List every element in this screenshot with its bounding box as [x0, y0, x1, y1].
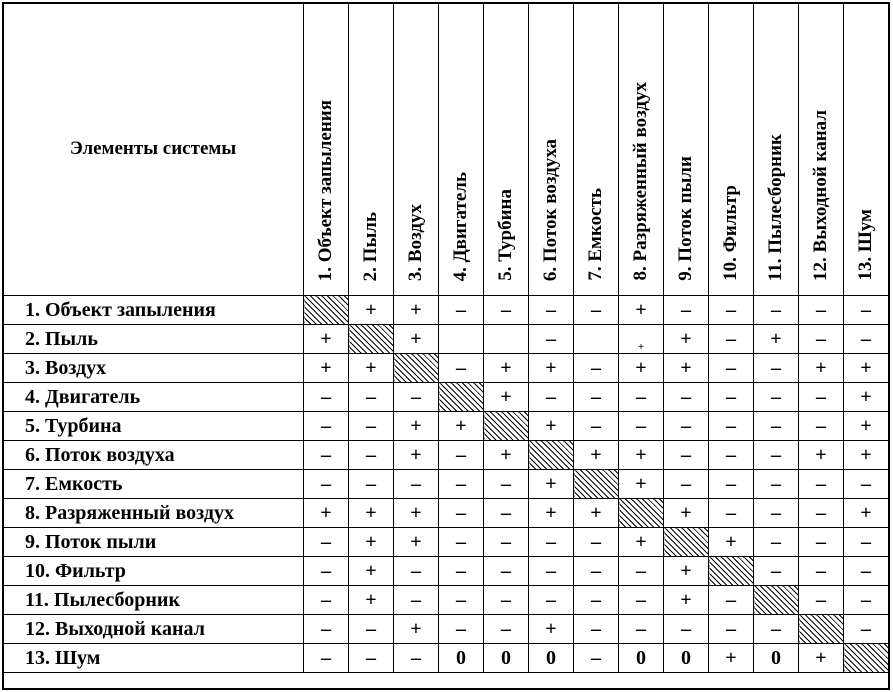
row-label: 9. Поток пыли	[3, 528, 304, 557]
diagonal-cell	[529, 441, 574, 470]
matrix-cell: +	[439, 412, 484, 441]
matrix-cell: –	[439, 441, 484, 470]
matrix-cell: –	[799, 296, 844, 325]
matrix-cell: –	[799, 557, 844, 586]
diagonal-cell	[574, 470, 619, 499]
table-row	[3, 412, 889, 441]
matrix-cell: –	[304, 586, 349, 615]
matrix-cell: –	[799, 528, 844, 557]
matrix-cell: +	[529, 354, 574, 383]
matrix-cell: –	[304, 383, 349, 412]
matrix-cell: –	[754, 441, 799, 470]
row-label: 1. Объект запыления	[3, 296, 304, 325]
matrix-cell: +	[844, 383, 889, 412]
matrix-cell: –	[754, 499, 799, 528]
matrix-cell: +	[394, 499, 439, 528]
header-row	[3, 3, 889, 296]
matrix-cell: –	[574, 644, 619, 673]
matrix-cell: +	[349, 296, 394, 325]
matrix-cell: –	[574, 412, 619, 441]
matrix-cell: –	[664, 412, 709, 441]
matrix-cell: –	[529, 383, 574, 412]
matrix-cell: –	[574, 557, 619, 586]
matrix-cell: –	[349, 441, 394, 470]
matrix-cell: –	[439, 528, 484, 557]
column-header: 7. Емкость	[574, 3, 619, 296]
table-row	[3, 557, 889, 586]
table-row	[3, 470, 889, 499]
matrix-cell: –	[304, 644, 349, 673]
matrix-cell: +	[349, 354, 394, 383]
matrix-body	[3, 296, 889, 673]
matrix-cell: –	[529, 557, 574, 586]
diagonal-cell	[664, 528, 709, 557]
matrix-cell: +	[394, 615, 439, 644]
matrix-cell: –	[664, 615, 709, 644]
matrix-cell: –	[484, 296, 529, 325]
row-label: 12. Выходной канал	[3, 615, 304, 644]
matrix-cell: –	[709, 441, 754, 470]
matrix-cell: +	[844, 412, 889, 441]
row-label: 7. Емкость	[3, 470, 304, 499]
table-row	[3, 644, 889, 673]
column-header: 1. Объект запыления	[304, 3, 349, 296]
matrix-cell: +	[619, 325, 664, 354]
column-header: 8. Разряженный воздух	[619, 3, 664, 296]
matrix-cell: +	[799, 644, 844, 673]
diagonal-cell	[439, 383, 484, 412]
matrix-cell: +	[619, 470, 664, 499]
matrix-cell: –	[709, 586, 754, 615]
matrix-cell: +	[664, 586, 709, 615]
matrix-cell: +	[394, 296, 439, 325]
matrix-cell: –	[754, 615, 799, 644]
matrix-cell: –	[394, 586, 439, 615]
matrix-cell: –	[619, 412, 664, 441]
matrix-cell: –	[574, 383, 619, 412]
matrix-cell: 0	[754, 644, 799, 673]
column-header: 10. Фильтр	[709, 3, 754, 296]
matrix-cell: +	[349, 499, 394, 528]
matrix-cell: +	[394, 528, 439, 557]
diagonal-cell	[394, 354, 439, 383]
matrix-cell: –	[754, 470, 799, 499]
matrix-cell: –	[709, 354, 754, 383]
matrix-cell: –	[799, 586, 844, 615]
matrix-cell: –	[529, 296, 574, 325]
matrix-cell: +	[799, 441, 844, 470]
matrix-cell: –	[709, 296, 754, 325]
matrix-cell: –	[574, 296, 619, 325]
matrix-cell: –	[799, 470, 844, 499]
matrix-cell: –	[439, 615, 484, 644]
matrix-cell: –	[349, 412, 394, 441]
matrix-cell: –	[484, 557, 529, 586]
matrix-cell: –	[664, 441, 709, 470]
matrix-cell: –	[844, 296, 889, 325]
matrix-cell: –	[349, 615, 394, 644]
matrix-cell: –	[484, 528, 529, 557]
matrix-cell: –	[349, 383, 394, 412]
matrix-cell: +	[304, 499, 349, 528]
matrix-cell: 0	[664, 644, 709, 673]
matrix-cell: +	[349, 557, 394, 586]
matrix-cell: +	[529, 470, 574, 499]
row-label: 5. Турбина	[3, 412, 304, 441]
matrix-cell: 0	[484, 644, 529, 673]
matrix-cell: +	[394, 441, 439, 470]
matrix-cell: –	[709, 615, 754, 644]
matrix-cell: –	[349, 470, 394, 499]
matrix-cell: +	[844, 354, 889, 383]
matrix-cell: –	[304, 528, 349, 557]
matrix-cell: –	[844, 470, 889, 499]
diagonal-cell	[304, 296, 349, 325]
matrix-cell: –	[844, 528, 889, 557]
matrix-cell: –	[574, 615, 619, 644]
matrix-cell: +	[574, 499, 619, 528]
table-row	[3, 325, 889, 354]
matrix-cell: –	[304, 615, 349, 644]
matrix-cell: –	[439, 354, 484, 383]
table-row	[3, 441, 889, 470]
table-row	[3, 354, 889, 383]
matrix-cell: +	[574, 441, 619, 470]
matrix-cell: +	[529, 499, 574, 528]
matrix-cell: –	[484, 499, 529, 528]
matrix-cell: –	[304, 441, 349, 470]
diagonal-cell	[349, 325, 394, 354]
matrix-cell: –	[529, 528, 574, 557]
diagonal-cell	[799, 615, 844, 644]
table-row	[3, 383, 889, 412]
column-header: 12. Выходной канал	[799, 3, 844, 296]
interaction-matrix	[2, 2, 889, 673]
matrix-cell: +	[844, 441, 889, 470]
matrix-cell: –	[439, 586, 484, 615]
matrix-cell: +	[349, 528, 394, 557]
diagonal-cell	[709, 557, 754, 586]
matrix-cell: –	[439, 470, 484, 499]
column-header: 4. Двигатель	[439, 3, 484, 296]
matrix-cell: –	[709, 412, 754, 441]
matrix-cell: –	[799, 412, 844, 441]
matrix-cell: –	[619, 383, 664, 412]
matrix-cell: +	[619, 296, 664, 325]
matrix-cell: +	[754, 325, 799, 354]
matrix-cell: +	[304, 354, 349, 383]
matrix-cell: +	[709, 644, 754, 673]
matrix-cell: +	[529, 412, 574, 441]
matrix-cell: –	[349, 644, 394, 673]
matrix-cell: –	[394, 557, 439, 586]
table-row	[3, 615, 889, 644]
row-label: 13. Шум	[3, 644, 304, 673]
column-header: 13. Шум	[844, 3, 889, 296]
matrix-cell: –	[484, 615, 529, 644]
matrix-cell: –	[574, 528, 619, 557]
matrix-cell: –	[754, 557, 799, 586]
row-label: 10. Фильтр	[3, 557, 304, 586]
column-header: 11. Пылесборник	[754, 3, 799, 296]
matrix-cell: –	[754, 296, 799, 325]
matrix-cell: –	[709, 470, 754, 499]
matrix-cell: –	[529, 586, 574, 615]
matrix-cell: +	[484, 441, 529, 470]
matrix-cell: –	[304, 557, 349, 586]
matrix-cell: –	[439, 296, 484, 325]
matrix-cell: –	[439, 499, 484, 528]
matrix-cell: +	[664, 499, 709, 528]
column-header: 9. Поток пыли	[664, 3, 709, 296]
matrix-cell: +	[709, 528, 754, 557]
matrix-cell: –	[709, 325, 754, 354]
matrix-cell: –	[754, 528, 799, 557]
matrix-cell: –	[304, 412, 349, 441]
corner-label: Элементы системы	[3, 3, 304, 296]
column-header: 3. Воздух	[394, 3, 439, 296]
matrix-cell: –	[844, 557, 889, 586]
matrix-cell: 0	[529, 644, 574, 673]
matrix-cell: –	[394, 644, 439, 673]
diagonal-cell	[619, 499, 664, 528]
matrix-cell: –	[619, 615, 664, 644]
matrix-cell: –	[439, 557, 484, 586]
column-header: 2. Пыль	[349, 3, 394, 296]
matrix-cell: +	[844, 499, 889, 528]
matrix-cell: –	[574, 586, 619, 615]
matrix-cell: –	[799, 499, 844, 528]
row-label: 6. Поток воздуха	[3, 441, 304, 470]
matrix-cell: –	[484, 470, 529, 499]
matrix-cell: –	[484, 586, 529, 615]
matrix-cell: +	[304, 325, 349, 354]
matrix-cell: –	[754, 383, 799, 412]
matrix-cell: –	[754, 354, 799, 383]
matrix-cell: –	[709, 499, 754, 528]
row-label: 2. Пыль	[3, 325, 304, 354]
matrix-cell: –	[574, 354, 619, 383]
matrix-cell: –	[304, 470, 349, 499]
matrix-cell: –	[799, 383, 844, 412]
table-row	[3, 296, 889, 325]
diagonal-cell	[754, 586, 799, 615]
diagonal-cell	[484, 412, 529, 441]
matrix-cell: –	[664, 296, 709, 325]
matrix-cell: –	[664, 470, 709, 499]
column-header: 6. Поток воздуха	[529, 3, 574, 296]
table-row	[3, 586, 889, 615]
matrix-cell: –	[844, 586, 889, 615]
matrix-cell: +	[664, 325, 709, 354]
matrix-cell: –	[799, 325, 844, 354]
row-label: 4. Двигатель	[3, 383, 304, 412]
matrix-cell: –	[619, 557, 664, 586]
matrix-cell	[439, 325, 484, 354]
matrix-cell: –	[619, 586, 664, 615]
matrix-cell: 0	[619, 644, 664, 673]
row-label: 8. Разряженный воздух	[3, 499, 304, 528]
diagonal-cell	[844, 644, 889, 673]
matrix-cell: –	[754, 412, 799, 441]
matrix-cell: +	[619, 528, 664, 557]
matrix-cell: 0	[439, 644, 484, 673]
matrix-cell: +	[394, 325, 439, 354]
table-row	[3, 499, 889, 528]
matrix-cell: –	[394, 383, 439, 412]
matrix-cell: +	[799, 354, 844, 383]
matrix-cell: –	[844, 615, 889, 644]
matrix-cell: +	[484, 383, 529, 412]
matrix-cell: +	[664, 557, 709, 586]
table-row	[3, 528, 889, 557]
matrix-cell: +	[619, 354, 664, 383]
matrix-cell: –	[664, 383, 709, 412]
matrix-cell: +	[394, 412, 439, 441]
matrix-cell: –	[844, 325, 889, 354]
matrix-cell: +	[619, 441, 664, 470]
matrix-cell: +	[484, 354, 529, 383]
matrix-cell: +	[664, 354, 709, 383]
row-label: 11. Пылесборник	[3, 586, 304, 615]
matrix-cell	[484, 325, 529, 354]
column-header: 5. Турбина	[484, 3, 529, 296]
matrix-cell: –	[529, 325, 574, 354]
matrix-cell: –	[709, 383, 754, 412]
matrix-cell: +	[349, 586, 394, 615]
matrix-cell: +	[529, 615, 574, 644]
matrix-cell	[574, 325, 619, 354]
row-label: 3. Воздух	[3, 354, 304, 383]
matrix-cell: –	[394, 470, 439, 499]
